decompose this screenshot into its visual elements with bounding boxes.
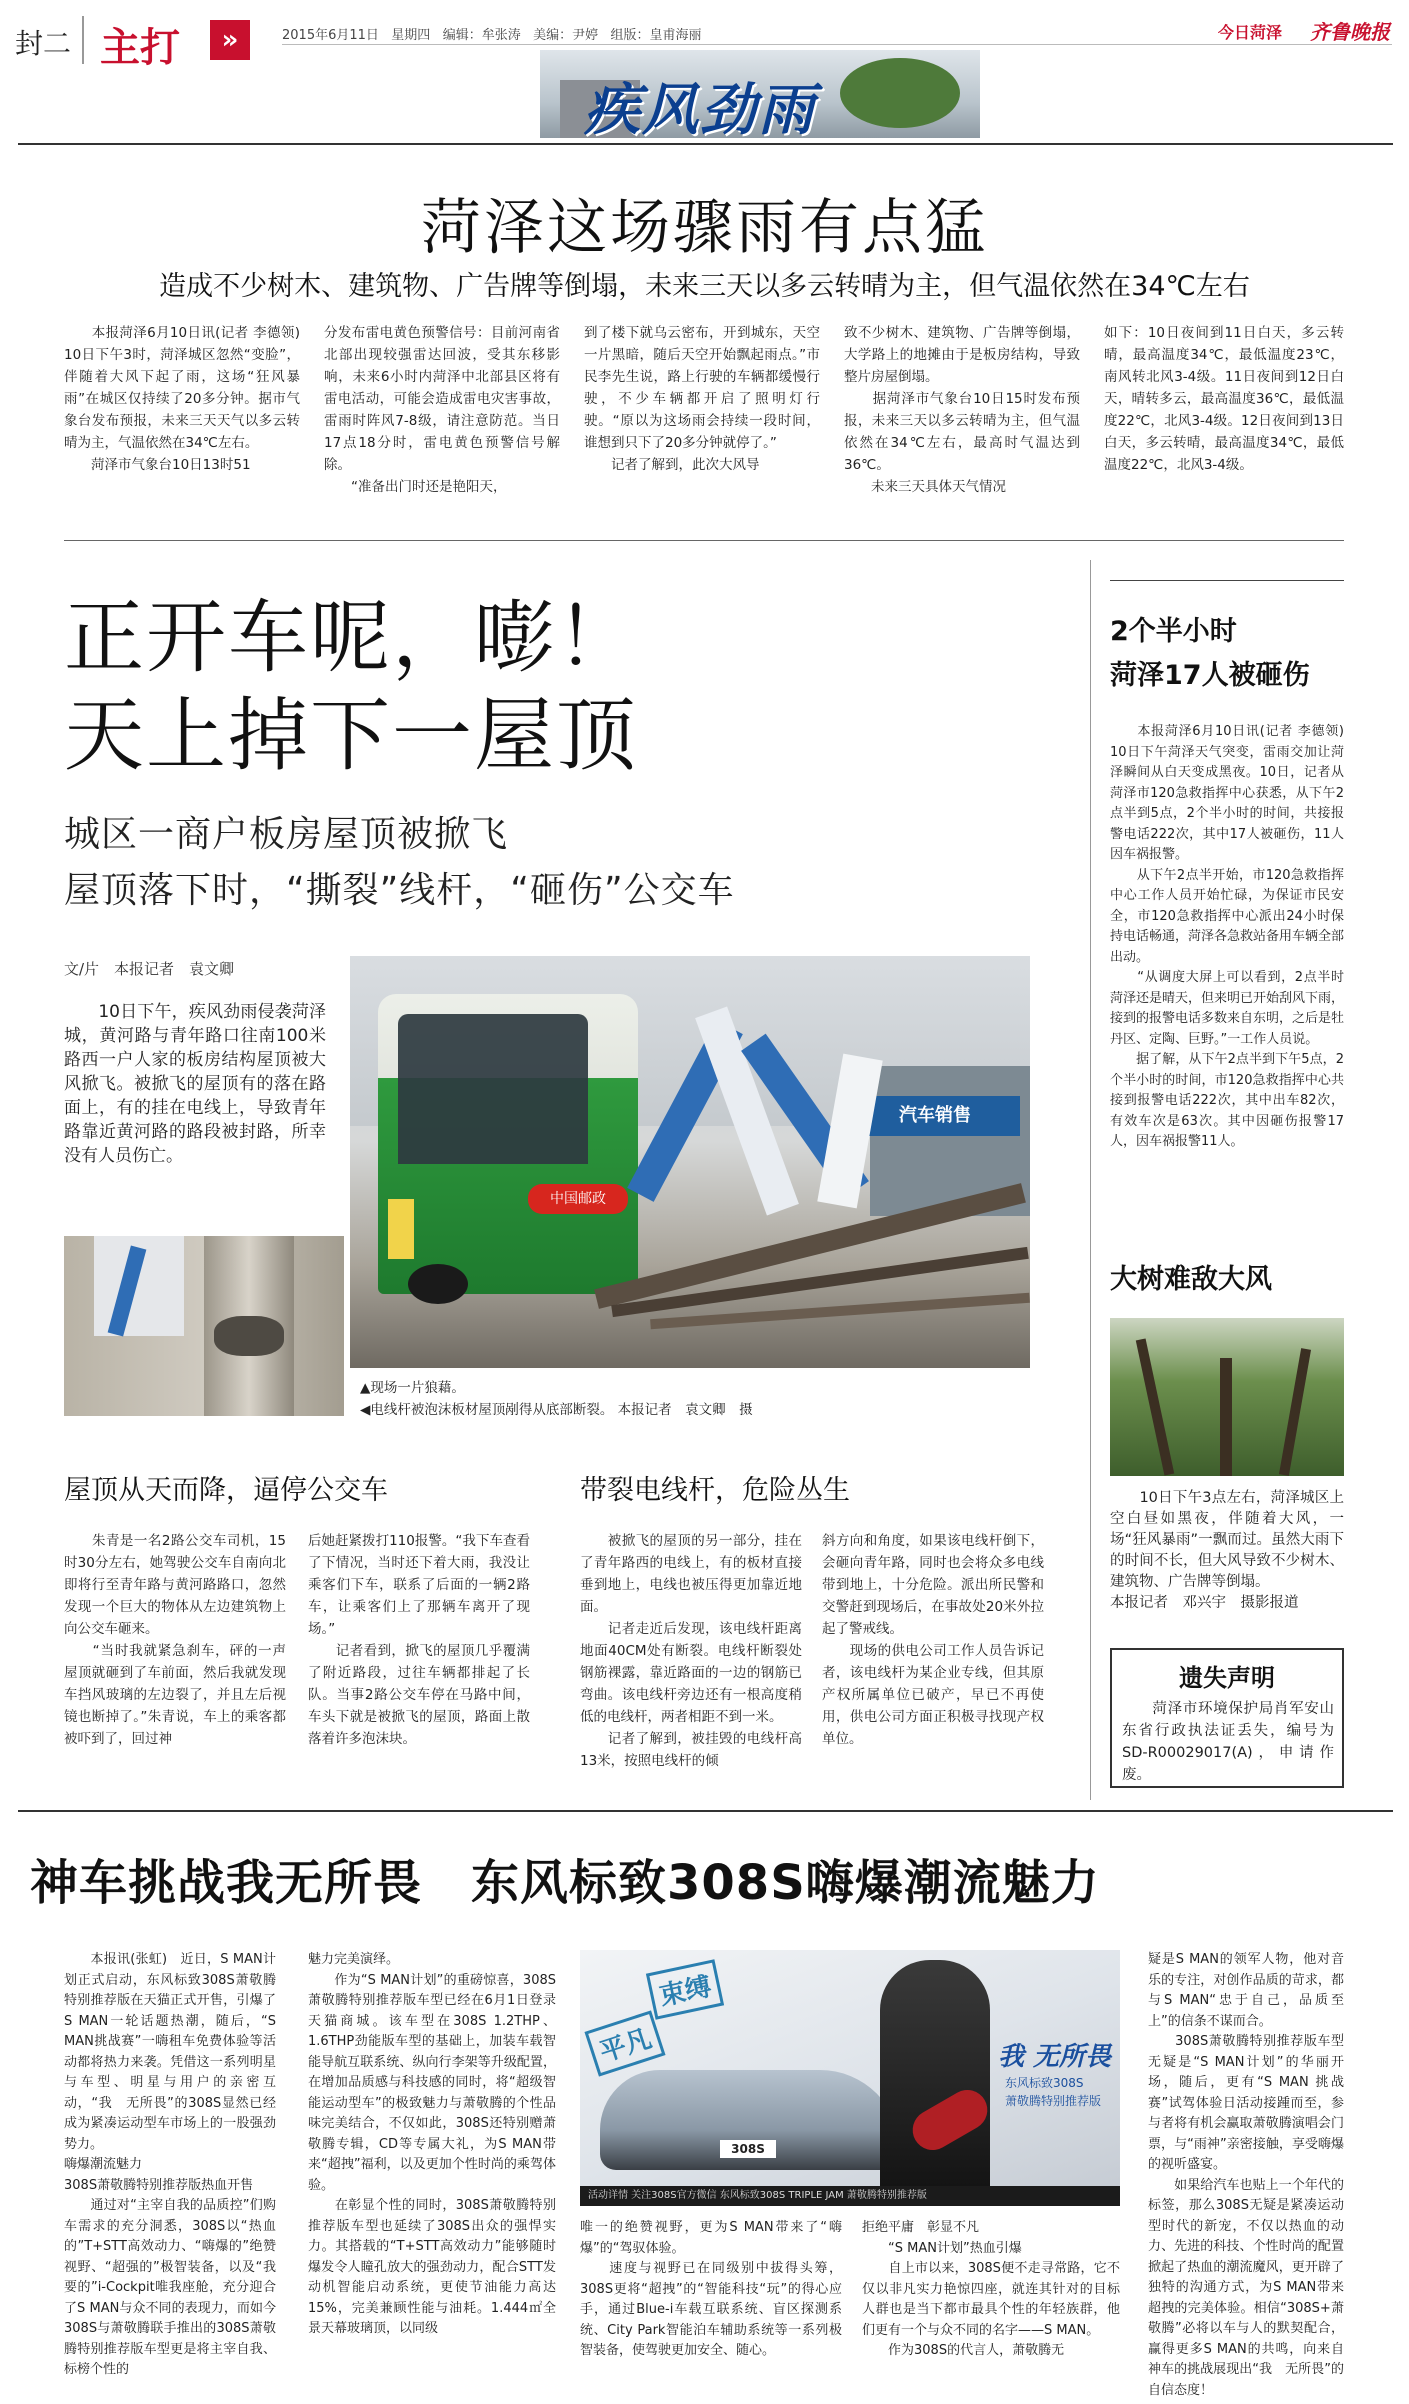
- ad-image-model: 东风标致308S: [1005, 2076, 1084, 2090]
- ad-headline: 神车挑战我无所畏 东风标致308S嗨爆潮流魅力: [30, 1855, 1100, 1911]
- ad-col-3a: 唯一的绝赞视野，更为S MAN带来了“嗨爆”的“驾驭体验。 速度与视野已在同级别中拔得头筹，308S更将“超拽”的“智能科技“玩”的得心应手，通过Blue-i车载互联系统、盲区探测系统、City Park智能泊车辅助系统等一系列极智装备，使驾驶更加安全、随心。: [580, 2220, 842, 2358]
- section-label: 主打: [100, 25, 180, 71]
- story1-headline: 菏泽这场骤雨有点猛: [421, 193, 988, 263]
- tree-trunk-2: [1136, 1338, 1174, 1475]
- notice-title: 遗失声明: [1179, 1664, 1275, 1692]
- notice-body: 菏泽市环境保护局肖军安山东省行政执法证丢失，编号为SD-R00029017(A)，申请作废。: [1122, 1701, 1334, 1783]
- masthead-divider: [82, 16, 84, 64]
- sidebar-head-2: 菏泽17人被砸伤: [1110, 660, 1310, 691]
- bus-windshield: [398, 1014, 588, 1164]
- story1-rule: [64, 540, 1344, 541]
- story1-col-4: 致不少树木、建筑物、广告牌等倒塌，大学路上的地摊由于是板房结构，导致整片房屋倒塌。 据菏泽市气象台10日15时发布预报，未来三天以多云转晴为主，但气温依然在34℃左右，最高时气温达到36℃。 未来三天具体天气情况: [844, 325, 1080, 495]
- ad-image-slogan: 我 无所畏: [998, 2042, 1112, 2072]
- story1-col-5: 如下：10日夜间到11日白天，多云转晴，最高温度34℃，最低温度23℃，南风转北风3-4级。11日夜间到12日白天，晴转多云，最高温度36℃，最低温度22℃，北风3-4级。12日夜间到13日白天，多云转晴，最高温度34℃，最低温度22℃，北风3-4级。: [1104, 325, 1344, 473]
- photo-bus: [378, 994, 638, 1294]
- banner: [540, 50, 980, 143]
- banner-title: 疾风劲雨: [584, 78, 816, 143]
- ad-image-stamp-2: 束缚: [646, 1959, 724, 2020]
- photo-sign: 汽车销售: [850, 1096, 1020, 1136]
- notice-box: [1110, 1648, 1344, 1788]
- inset-crack: [214, 1316, 284, 1356]
- bus-route-sign: [388, 1199, 414, 1259]
- sidebar-body: 本报菏泽6月10日讯(记者 李德领) 10日下午菏泽天气突变，雷雨交加让菏泽瞬间从白天变成黑夜。10日，记者从菏泽市120急救指挥中心获悉，从下午2点半到5点，2个半小时的时间，共接报警电话222次，其中17人被砸伤，11人因车祸报警。 从下午2点半开始，市120急救指挥中心工作人员开始忙碌，为保证市民安全，市120急救指挥中心派出24小时保持电话畅通，菏泽各急救站备用车辆全部出动。 “从调度大屏上可以看到，2点半时菏泽还是晴天，但来明已开始刮风下雨，接到的报警电话多数来自东明，之后是牡丹区、定陶、巨野。”一工作人员说。 据了解，从下午2点半到下午5点，2个半小时的时间，市120急救指挥中心共接到报警电话222次，其中出车82次，有效车次是63次。其中因砸伤报警17人，因车祸报警11人。: [1110, 724, 1345, 1149]
- ad-car-plate: 308S: [720, 2140, 776, 2158]
- ad-image-stamp-1: 平凡: [584, 2010, 665, 2076]
- ad-col-1: 本报讯(张虹) 近日，S MAN计划正式启动，东风标致308S萧敬腾特别推荐版在天猫正式开售，引爆了S MAN一轮话题热潮，随后，“S MAN挑战赛”一嗨租车免费体验等活动都将热力来袭。凭借这一系列明星与车型、明星与用户的亲密互动，“我 无所畏”的308S显然已经成为紧凑运动型车市场上的一股强劲势力。 嗨爆潮流魅力 308S萧敬腾特别推荐版热血开售 通过对“主宰自我的品质控”们购车需求的充分洞悉，308S以“热血的”T+STT高效动力、“嗨爆的”绝赞视野、“超强的”极智装备，以及“我要的”i-Cockpit唯我座舱，充分迎合了S MAN与众不同的表现力，而如今308S与萧敬腾联手推出的308S萧敬腾特别推荐版车型更是将主宰自我、标榜个性的: [64, 1952, 276, 2377]
- section-a-col-2: 后她赶紧拨打110报警。“我下车查看了下情况，当时还下着大雨，我没让乘客们下车，联系了后面的一辆2路车，让乘客们上了那辆车离开了现场。” 记者看到，掀飞的屋顶几乎覆满了附近路段，过往车辆都排起了长队。当事2路公交车停在马路中间，车头下就是被掀飞的屋顶，路面上散落着许多泡沫块。: [308, 1533, 530, 1747]
- region-label: 今日菏泽: [1218, 23, 1283, 42]
- banner-tree: [840, 58, 960, 128]
- section-a-col-1: 朱青是一名2路公交车司机，15时30分左右，她驾驶公交车自南向北即将行至青年路与黄河路路口，忽然发现一个巨大的物体从左边建筑物上向公交车砸来。 “当时我就紧急刹车，砰的一声屋顶就砸到了车前面，然后我就发现车挡风玻璃的左边裂了，并且左后视镜也断掉了。”朱青说，车上的乘客都被吓到了，回过神: [64, 1533, 286, 1747]
- section-heading-b: 带裂电线杆，危险丛生: [580, 1475, 850, 1506]
- story1-col-1: 本报菏泽6月10日讯(记者 李德领) 10日下午3时，菏泽城区忽然“变脸”，伴随着大风下起了雨，这场“狂风暴雨”在城区仅持续了20多分钟。据市气象台发布预报，未来三天天气以多云转晴为主，气温依然在34℃左右。 菏泽市气象台10日13时51: [64, 325, 300, 473]
- story2-headline-1: 正开车呢，嘭！: [64, 591, 638, 684]
- sidebar-top-rule: [1110, 580, 1344, 581]
- story2-byline: 文/片 本报记者 袁文卿: [64, 960, 235, 978]
- sidebar-head-1: 2个半小时: [1110, 616, 1237, 647]
- ad-col-3b: 拒绝平庸 彰显不凡 “S MAN计划”热血引爆 自上市以来，308S便不走寻常路，它不仅以非凡实力艳惊四座，就连其针对的目标人群也是当下都市最具个性的年轻族群，他们更有一个与众不同的名字——S MAN。 作为308S的代言人，萧敬腾无: [862, 2220, 1120, 2358]
- story1-subhead: 造成不少树木、建筑物、广告牌等倒塌，未来三天以多云转晴为主，但气温依然在34℃左右: [159, 271, 1250, 302]
- bus-label: 中国邮政: [528, 1184, 628, 1214]
- story1-col-3: 到了楼下就乌云密布，开到城东，天空一片黑暗，随后天空开始飘起雨点。”市民李先生说，路上行驶的车辆都缓慢行驶，不少车辆都开启了照明灯行驶。“原以为这场雨会持续一段时间，谁想到只下了20多分钟就停了。” 记者了解到，此次大风导: [584, 325, 820, 473]
- ad-image: [580, 1950, 1120, 2206]
- ad-top-rule: [18, 1810, 1393, 1812]
- main-photo: [350, 956, 1030, 1368]
- masthead-rule: [282, 44, 1392, 45]
- section-arrow-icon: »: [210, 20, 250, 60]
- date-line: 2015年6月11日 星期四 编辑：牟张涛 美编：尹婷 组版：皇甫海丽: [282, 28, 702, 43]
- ad-image-edition: 萧敬腾特别推荐版: [1005, 2094, 1102, 2108]
- sidebar-divider: [1090, 560, 1091, 1800]
- ad-image-car: [600, 2070, 900, 2170]
- tree-heading: 大树难敌大风: [1110, 1264, 1272, 1295]
- story1-col-2: 分发布雷电黄色预警信号：目前河南省北部出现较强雷达回波，受其东移影响，未来6小时内菏泽中北部县区将有雷电活动，可能会造成雷电灾害事故，雷雨时阵风7-8级，请注意防范。当日17点18分时，雷电黄色预警信号解除。 “准备出门时还是艳阳天，: [324, 325, 560, 495]
- section-b-col-2: 斜方向和角度，如果该电线杆倒下，会砸向青年路，同时也会将众多电线带到地上，十分危险。派出所民警和交警赶到现场后，在事故处20米外拉起了警戒线。 现场的供电公司工作人员告诉记者，该电线杆为某企业专线，但其原产权所属单位已破产，早已不再使用，供电公司方面正积极寻找现产权单位。: [822, 1533, 1044, 1747]
- tree-photo: [1110, 1318, 1344, 1476]
- inset-photo: [64, 1236, 344, 1416]
- page-number: 封二: [15, 27, 72, 60]
- photo-debris: [594, 1183, 1026, 1309]
- photo-caption-2: ◀电线杆被泡沫板材屋顶剐得从底部断裂。 本报记者 袁文卿 摄: [360, 1402, 753, 1418]
- photo-caption-1: ▲现场一片狼藉。: [360, 1380, 465, 1396]
- story2-sub-2: 屋顶落下时，“撕裂”线杆，“砸伤”公交车: [64, 870, 735, 911]
- bus-wheel: [408, 1264, 468, 1304]
- masthead-bottom-rule: [18, 143, 1393, 145]
- ad-image-person: [880, 1960, 990, 2206]
- tree-trunk-3: [1279, 1348, 1311, 1476]
- story2-headline-2: 天上掉下一屋顶: [64, 689, 638, 782]
- tree-caption: 10日下午3点左右，菏泽城区上空白昼如黑夜，伴随着大风，一场“狂风暴雨”一飘而过。虽然大雨下的时间不长，但大风导致不少树木、建筑物、广告牌等倒塌。 本报记者 邓兴宇 摄影报道: [1110, 1490, 1344, 1611]
- masthead: [0, 0, 1409, 143]
- ad-col-4: 疑是S MAN的领军人物，他对音乐的专注，对创作品质的苛求，都与S MAN“忠于自己，品质至上”的信条不谋而合。 308S萧敬腾特别推荐版车型无疑是“S MAN计划”的华丽开场，随后，更有“S MAN 挑战赛”试驾体验日活动接踵而至，参与者将有机会赢取萧敬腾演唱会门票，与“雨神”亲密接触，享受嗨爆的视听盛宴。 如果给汽车也贴上一个年代的标签，那么308S无疑是紧凑运动型时代的新宠，不仅以热血的动力、先进的科技、个性时尚的配置掀起了热血的潮流魔风，更开辟了独特的沟通方式，为S MAN带来超拽的完美体验。相信“308S+萧敬腾”必将以车与人的默契配合，赢得更多S MAN的共鸣，向来自神车的挑战展现出“我 无所畏”的自信态度！: [1148, 1952, 1344, 2398]
- paper-logo: 齐鲁晚报: [1310, 20, 1390, 44]
- tree-trunk: [1220, 1358, 1232, 1476]
- section-heading-a: 屋顶从天而降，逼停公交车: [64, 1475, 388, 1506]
- story2-lead: 10日下午，疾风劲雨侵袭菏泽城，黄河路与青年路口往南100米路西一户人家的板房结构屋顶被大风掀飞。被掀飞的屋顶有的落在路面上，有的挂在电线上，导致青年路靠近黄河路的路段被封路，所幸没有人员伤亡。: [64, 1002, 326, 1166]
- ad-col-2: 魅力完美演绎。 作为“S MAN计划”的重磅惊喜，308S萧敬腾特别推荐版车型已经在6月1日登录天猫商城。该车型在308S 1.2THP、1.6THP劲能版车型的基础上，加装车载智能导航互联系统、纵向行李架等升级配置，在增加品质感与科技感的同时，将“超级智能运动型车”的极致魅力与萧敬腾的个性品味完美结合，不仅如此，308S还特别赠萧敬腾专辑，CD等专属大礼，为S MAN带来“超拽”福利，以及更加个性时尚的乘驾体验。 在彰显个性的同时，308S萧敬腾特别推荐版车型也延续了308S出众的强悍实力。其搭载的“T+STT高效动力”能够随时爆发令人瞳孔放大的强劲动力，配合STT发动机智能启动系统，更使节油能力高达15%，完美兼顾性能与油耗。1.444㎡全景天幕玻璃顶，以同级: [308, 1952, 556, 2336]
- ad-image-footer: 活动详情 关注308S官方微信 东风标致308S TRIPLE JAM 萧敬腾特别推荐版: [580, 2186, 1120, 2206]
- section-b-col-1: 被掀飞的屋顶的另一部分，挂在了青年路西的电线上，有的板材直接垂到地上，电线也被压得更加靠近地面。 记者走近后发现，该电线杆距离地面40CM处有断裂。电线杆断裂处钢筋裸露，靠近路面的一边的钢筋已弯曲。该电线杆旁边还有一根高度稍低的电线杆，两者相距不到一米。 记者了解到，被挂毁的电线杆高13米，按照电线杆的倾: [580, 1533, 802, 1769]
- story2-sub-1: 城区一商户板房屋顶被掀飞: [64, 814, 509, 855]
